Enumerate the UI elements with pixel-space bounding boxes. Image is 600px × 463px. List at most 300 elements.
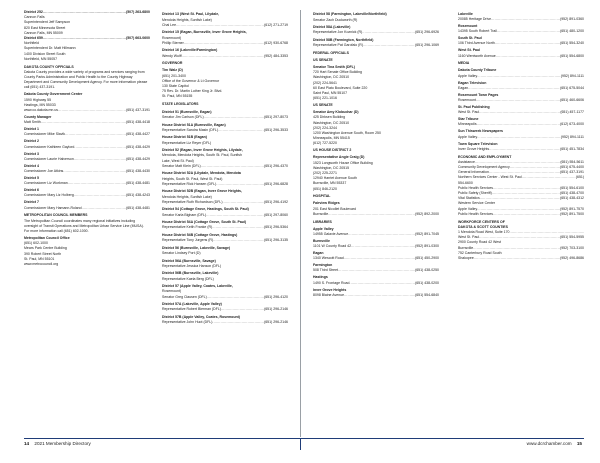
entry-phone: (651) 457-1177 — [560, 110, 584, 115]
dot-leader — [207, 295, 264, 300]
text-line: House District 54A (Cottage Grove, South St. Paul) — [162, 220, 247, 225]
subsection-heading: Dakota County Government Center — [24, 92, 83, 97]
dot-leader — [201, 164, 264, 169]
entry-name: Senator Karla Bigham (DFL) — [162, 212, 207, 217]
dot-leader — [348, 232, 415, 237]
directory-entry — [24, 36, 150, 41]
directory-entry — [162, 200, 288, 205]
dot-leader — [468, 86, 560, 91]
dot-leader — [216, 182, 264, 187]
entry-name: Commissioner Liz Workman — [24, 181, 68, 186]
directory-entry — [162, 128, 288, 133]
text-line: Washington, DC 20515 — [313, 165, 350, 170]
entry-phone: (651) 296-5364 — [264, 225, 288, 230]
dot-leader — [363, 43, 415, 48]
dot-leader — [338, 268, 415, 273]
directory-entry — [313, 43, 439, 48]
entry-phone: (651) 438-4427 — [126, 132, 150, 137]
text-line: District 57B (Apple Valley, Coates, Rosemount) — [162, 314, 240, 319]
directory-entry — [162, 164, 288, 169]
entry-phone: (651) 438-0250 — [415, 268, 439, 273]
dot-leader — [351, 244, 415, 249]
column-1 — [24, 10, 150, 267]
text-line: Cannon Falls, MN 55009 — [24, 30, 63, 35]
directory-entry — [162, 115, 288, 120]
dot-leader — [218, 128, 264, 133]
text-line: District 56A (Burnsville, Savage) — [162, 258, 216, 263]
entry-name: Representative Ruth Richardson (DFL) — [162, 199, 223, 204]
entry-name: 20085 Heritage Drive — [458, 17, 492, 21]
entry-name: Public Health Services — [458, 211, 494, 216]
entry-name: Shakopee — [458, 256, 474, 261]
dot-leader — [204, 115, 264, 120]
directory-entry — [458, 29, 584, 34]
subsection-heading: Tim Walz (D) — [162, 68, 183, 73]
entry-name: Commissioner Laurie Halverson — [24, 156, 74, 161]
entry-name: Minneapolis — [458, 122, 477, 127]
section-heading: MEDIA — [458, 61, 470, 66]
dot-leader — [43, 10, 126, 15]
entry-phone: (952) 484-3353 — [264, 53, 288, 58]
text-line: Hastings, MN 55033 — [24, 102, 56, 107]
dot-leader — [58, 108, 126, 113]
subsection-heading: Eagan Television — [458, 80, 487, 85]
subsection-heading: Metropolitan Council Office — [24, 236, 70, 241]
text-line: Lake, West St. Paul) — [162, 158, 194, 163]
text-line: Burnsville, MN 55337 — [313, 181, 347, 186]
dot-leader — [212, 225, 264, 230]
text-line: Representative Kaela Berg (DFL) — [162, 276, 214, 281]
directory-entry — [162, 238, 288, 243]
entry-phone: (952) 894-1111 — [560, 73, 584, 78]
directory-entry — [458, 17, 584, 22]
entry-name: 14395 South Robert Trail — [458, 29, 497, 34]
text-line: (651) 201-3400 — [162, 73, 186, 78]
text-line: 425 Dirksen Building — [313, 115, 346, 120]
subsection-heading: Apple Valley — [313, 226, 334, 231]
entry-name: Community Development Agency — [458, 165, 510, 170]
text-line: Superintendent Jeff Sampson — [24, 20, 71, 25]
text-line: 130 State Capitol — [162, 84, 189, 88]
entry-name: Northern Services Center - West St. Paul — [458, 175, 522, 180]
subsection-heading: US SENATE — [313, 57, 333, 62]
entry-name: 1490 S. Frontage Road — [313, 280, 350, 285]
dot-leader — [496, 54, 560, 59]
dot-leader — [491, 17, 560, 22]
directory-entry — [24, 169, 150, 174]
dot-leader — [477, 135, 561, 140]
text-line: District 57A (Lakeville, Apple Valley) — [162, 302, 222, 307]
subsection-heading: District 3 — [24, 151, 39, 156]
description-paragraph: Dakota County provides a wide variety of programs and services ranging from County Parks Administration and Public Health to the County Highway Department and Community Development Agency. For more information please call (651) 437-3191. — [24, 69, 148, 90]
directory-entry — [458, 256, 584, 261]
text-line: District 15 (Eagan, Burnsville, Inver Grove Heights, — [162, 30, 247, 35]
text-line: (651) 602-1000 — [24, 241, 48, 246]
directory-entry — [313, 232, 439, 237]
dot-leader — [184, 41, 264, 46]
entry-name: Representative Jon Koznick (R) — [313, 30, 363, 35]
text-line: House District 51B (Eagan) — [162, 135, 207, 140]
text-line: Washington, DC 20510 — [313, 75, 350, 80]
subsection-heading: Inver Grove Heights — [313, 287, 347, 292]
dot-leader — [522, 175, 576, 180]
text-line: 12940 Harriet Avenue South — [313, 176, 357, 181]
entry-name: Commissioner Mary Liz Holberg — [24, 193, 74, 198]
entry-name: Inver Grove Heights — [458, 146, 490, 151]
directory-entry — [458, 86, 584, 91]
subsection-heading: Rosemount Town Pages — [458, 92, 499, 97]
entry-name: Commissioner Mary Hamann-Roland — [24, 205, 82, 210]
dot-leader — [349, 281, 415, 286]
directory-entry — [313, 281, 439, 286]
entry-name: Apple Valley — [458, 206, 478, 211]
section-heading: DAKOTA & SCOTT COUNTIES — [458, 224, 508, 229]
entry-name: Wendy Wulff — [162, 53, 182, 58]
section-heading: WORKFORCE CENTERS OF — [458, 219, 505, 224]
entry-name: 1340 Wescott Road — [313, 256, 344, 261]
text-line: District 13 (West St. Paul, Lilydale, — [162, 12, 220, 17]
entry-name: Public Safety (Sheriff) — [458, 191, 492, 196]
subsection-heading: Burnsville — [313, 238, 330, 243]
text-line: District 54 (Cottage Grove, Hastings, South St. Paul) — [162, 207, 249, 212]
text-line: District 58A (Lakeville) — [313, 25, 351, 30]
entry-phone: (952) 891-7045 — [415, 231, 439, 236]
entry-name: Public Health Services — [458, 185, 494, 190]
directory-entry — [24, 157, 150, 162]
text-line: Mendota Heights, Sunfish Lake) — [162, 194, 212, 199]
dot-leader — [182, 54, 264, 59]
entry-name: 14955 Galaxie Avenue — [313, 231, 349, 236]
entry-phone: (651) 296-3533 — [264, 127, 288, 132]
entry-name: 106 Third Avenue North — [458, 41, 495, 46]
subsection-heading: Sun Thisweek Newspapers — [458, 129, 503, 134]
dot-leader — [223, 200, 265, 205]
dot-leader — [479, 110, 560, 115]
entry-name: Phillip Sterner — [162, 40, 184, 45]
entry-phone: (952) 892-2000 — [415, 211, 439, 216]
entry-phone: (651) 480-1200 — [560, 29, 584, 34]
subsection-heading: US SENATE — [313, 103, 333, 108]
directory-entry — [458, 110, 584, 115]
subsection-heading: District 7 — [24, 200, 39, 205]
entry-name: Representative John Huot (DFL) — [162, 320, 213, 325]
entry-phone: (651) 296-4120 — [264, 294, 288, 299]
dot-leader — [63, 169, 126, 174]
text-line: (202) 225-2271 — [313, 171, 337, 176]
entry-phone: (651) 297-8060 — [264, 212, 288, 217]
dot-leader — [68, 181, 126, 186]
text-line: 820 East Minnesota Street — [24, 25, 66, 30]
subsection-heading: District 6 — [24, 188, 39, 193]
entry-phone: (952) 891-0360 — [560, 17, 584, 21]
text-line: District 16 (Lakeville/Farmington) — [162, 48, 218, 53]
directory-entry — [458, 147, 584, 152]
description-paragraph: The Metropolitan Council coordinates many regional initiatives including oversight of Transit Operations and Metropolitan Urban Service Line (MUSA). For more information call (651) 602-1000. — [24, 218, 144, 234]
column-2 — [162, 10, 288, 325]
website-url[interactable]: www.dcrchamber.com — [526, 441, 572, 446]
entry-phone: (651) 460-6606 — [560, 98, 584, 103]
subsection-heading: Representative Angie Craig (D) — [313, 155, 365, 160]
entry-name: Apple Valley — [458, 73, 478, 78]
dot-leader — [74, 193, 126, 198]
text-line: Rosemount) — [162, 35, 182, 40]
text-line: (651) 846-2120 — [313, 186, 337, 191]
subsection-heading: District 5 — [24, 176, 39, 181]
directory-entry — [458, 175, 584, 180]
directory-entry — [162, 295, 288, 300]
entry-phone: (952) 891-0300 — [415, 244, 439, 249]
entry-phone: (651) 675-4400 — [560, 165, 584, 170]
entry-phone: (952) 891-7570 — [560, 206, 584, 211]
directory-entry — [313, 244, 439, 249]
text-line: 1523 Longworth House Office Building — [313, 160, 373, 165]
entry-name: Representative Pat Garofalo (R) — [313, 43, 363, 48]
entry-phone: (651) 296-2146 — [264, 307, 288, 312]
entry-phone: (612) 673-4000 — [560, 122, 584, 127]
entry-phone: (651) 554-3240 — [560, 41, 584, 46]
entry-phone: (651) 554-5955 — [560, 235, 584, 240]
entry-name: Representative Sandra Masin (DFL) — [162, 127, 219, 132]
entry-phone: (651) 554-6800 — [560, 53, 584, 58]
directory-entry — [24, 193, 150, 198]
entry-phone: (612) 930-6768 — [264, 40, 288, 45]
entry-phone: (651) 438-4429 — [126, 156, 150, 161]
entry-name: Senator Jim Carlson (DFL) — [162, 115, 204, 119]
directory-entry — [458, 74, 584, 79]
section-heading: DAKOTA COUNTY OFFICIALS — [24, 64, 74, 69]
entry-phone: (651) 438-4312 — [560, 196, 584, 201]
entry-phone: (651) 554-6840 — [415, 292, 439, 297]
entry-phone: (651) 438-4700 — [560, 191, 584, 196]
dot-leader — [476, 98, 560, 103]
text-line: 1200 Washington Avenue South, Room 250 — [313, 131, 381, 136]
entry-phone: (651) 296-6926 — [415, 30, 439, 35]
entry-name: General Information — [458, 170, 489, 175]
dot-leader — [344, 256, 415, 261]
entry-phone: (651) 451-7834 — [560, 146, 584, 151]
dot-leader — [82, 206, 126, 211]
text-line: Northfield, MN 55057 — [24, 56, 58, 61]
entry-phone: (612) 271-2719 — [264, 22, 288, 27]
text-line: Mears Park Centre Building — [24, 246, 67, 251]
directory-entry — [162, 320, 288, 325]
entry-name: Rosemount — [458, 98, 476, 103]
entry-phone: (952) 894-1111 — [560, 134, 584, 139]
dot-leader — [477, 74, 561, 79]
dot-leader — [477, 122, 560, 127]
text-line: Heights, South St. Paul, West St. Paul) — [162, 176, 223, 181]
section-heading: LIBRARIES — [313, 219, 332, 224]
dot-leader — [362, 30, 415, 35]
text-line: 554-6600 — [458, 180, 473, 185]
text-line: Mendota Heights, Sunfish Lake) — [162, 17, 212, 22]
entry-phone: (651) 296-2146 — [264, 320, 288, 325]
text-line: District 52 (Eagan, Inver Grove Heights, Lilydale, — [162, 148, 243, 153]
page-gutter — [300, 10, 301, 437]
entry-name: District 252 — [24, 10, 43, 14]
section-heading: METROPOLITAN COUNCIL MEMBERS — [24, 213, 88, 218]
entry-name: Senator Greg Clausen (DFL) — [162, 294, 207, 299]
subsection-heading: District 4 — [24, 163, 39, 168]
directory-entry — [458, 54, 584, 59]
subsection-heading: Senator Amy Klobuchar (D) — [313, 110, 359, 115]
directory-entry — [24, 120, 150, 125]
entry-phone: (651) 296-4192 — [264, 199, 288, 204]
entry-name: 8098 Blaine Avenue — [313, 292, 345, 297]
text-line: Senator Zach Duckworth (R) — [313, 17, 358, 22]
text-line: 752 Canterbury Road South — [458, 250, 502, 255]
dot-leader — [43, 36, 126, 41]
text-line: 1400 Division Street South — [24, 51, 66, 56]
subsection-heading: Star Tribune — [458, 117, 479, 122]
dot-leader — [344, 293, 415, 298]
entry-phone: (651) 296-4370 — [264, 163, 288, 168]
text-line: Cannon Falls — [24, 15, 45, 20]
directory-entry — [313, 268, 439, 273]
directory-entry — [162, 41, 288, 46]
entry-name: Burnsville — [458, 245, 474, 250]
dot-leader — [493, 212, 560, 217]
directory-entry — [24, 181, 150, 186]
entry-name: Representative Rick Hansen (DFL) — [162, 181, 217, 186]
text-line: Saint Paul, MN 55107 — [313, 91, 348, 95]
subsection-heading: Senator Tina Smith (DFL) — [313, 64, 355, 69]
entry-name: West St. Paul — [458, 110, 480, 115]
dot-leader — [213, 238, 264, 243]
text-line: 1590 Highway 55 — [24, 97, 52, 102]
entry-name: 1160 Wentworth Avenue — [458, 53, 496, 58]
text-line: Superintendent Dr. Matt Hillmann — [24, 46, 76, 51]
directory-entry — [458, 41, 584, 46]
entry-phone: (651) 438-4430 — [126, 169, 150, 174]
section-heading: FEDERAL OFFICIALS — [313, 50, 349, 55]
subsection-heading: District 2 — [24, 139, 39, 144]
entry-phone: (651) 296-1069 — [415, 43, 439, 48]
dot-leader — [221, 307, 264, 312]
text-line: Representative Jessica Hanson (DFL) — [162, 263, 222, 268]
text-line: District 56B (Burnsville, Lakeville) — [162, 271, 219, 276]
dot-leader — [474, 256, 560, 261]
directory-entry — [162, 54, 288, 59]
entry-name: 1 Mendota Road West, Suite 170 — [458, 230, 510, 235]
entry-phone: (952) 496-8686 — [560, 256, 584, 261]
dot-leader — [176, 23, 264, 28]
directory-entry — [24, 206, 150, 211]
right-page-number: 15 — [576, 441, 582, 446]
subsection-heading: US HOUSE DISTRICT 2 — [313, 148, 352, 153]
entry-phone: (651) 438-4481 — [126, 181, 150, 186]
entry-name: West St. Paul — [458, 235, 480, 240]
section-heading: ECONOMIC AND EMPLOYMENT — [458, 154, 512, 159]
text-line: District 51 (Burnsville, Eagan) — [162, 109, 212, 114]
footer-left — [24, 441, 91, 446]
subsection-heading: Dakota County Tribune — [458, 68, 497, 73]
text-line: 75 Rev. Dr. Martin Luther King Jr. Blvd. — [162, 89, 223, 94]
entry-phone: (651) — [575, 175, 584, 180]
entry-name: Burnsville — [313, 211, 329, 216]
entry-name: District 659 — [24, 36, 43, 41]
entry-name: Senator Matt Klein (DFL) — [162, 163, 201, 168]
directory-entry — [458, 98, 584, 103]
text-line: District 58 (Farmington, Lakeville/Northfield) — [313, 12, 387, 17]
entry-name: www.co.dakota.mn.us — [24, 108, 59, 113]
text-line: (202) 224-5641 — [313, 80, 337, 85]
text-line: Washington, DC 20510 — [313, 120, 350, 125]
entry-name: Representative Robert Bierman (DFL) — [162, 307, 221, 312]
subsection-heading: St. Paul Publishing — [458, 105, 490, 110]
entry-name: Chai Lee — [162, 22, 177, 27]
entry-phone: (507) 663-0600 — [126, 36, 150, 41]
dot-leader — [74, 145, 126, 150]
entry-name: Representative Keith Franke (R) — [162, 225, 213, 230]
subsection-heading: District 1 — [24, 127, 39, 132]
directory-entry — [162, 225, 288, 230]
directory-entry — [24, 145, 150, 150]
directory-entry — [313, 293, 439, 298]
subsection-heading: Hastings — [313, 275, 328, 280]
directory-entry — [24, 108, 150, 113]
entry-phone: (651) 554-5611 — [560, 159, 584, 164]
dot-leader — [489, 147, 560, 152]
subsection-heading: Town Square Television — [458, 141, 498, 146]
dot-leader — [206, 213, 264, 218]
section-heading: HOSPITAL — [313, 194, 331, 199]
text-line: District 58B (Farmington, Northfield) — [313, 37, 374, 42]
subsection-heading: South St. Paul — [458, 36, 482, 41]
text-line: www.metrocouncil.org — [24, 262, 59, 267]
text-line: 60 East Plato Boulevard, Suite 220 — [313, 85, 368, 90]
text-line: House District 51A (Burnsville, Eagan) — [162, 122, 226, 127]
directory-entry — [162, 213, 288, 218]
text-line: (202) 224-3244 — [313, 125, 337, 130]
text-line: Senator Lindsey Port (D) — [162, 250, 201, 255]
entry-phone: (952) 703-3100 — [560, 245, 584, 250]
entry-phone: (651) 297-8073 — [264, 115, 288, 119]
entry-phone: (952) 891-7500 — [560, 211, 584, 216]
subsection-heading: Fairview Ridges — [313, 201, 340, 206]
entry-phone: (651) 437-3191 — [560, 170, 584, 175]
directory-entry — [162, 307, 288, 312]
entry-name: Commissioner Kathleen Gaylord — [24, 144, 75, 149]
text-line: Minneapolis, MN 55415 — [313, 136, 350, 141]
dot-leader — [74, 157, 126, 162]
subsection-heading: County Manager — [24, 115, 52, 120]
entry-name: Representative Tony Jurgens (R) — [162, 238, 214, 243]
entry-name: 1101 W County Road 42 — [313, 244, 352, 249]
entry-phone: (651) 438-0200 — [415, 280, 439, 285]
text-line: Northfield — [24, 41, 39, 46]
entry-phone: (651) 450-2900 — [415, 256, 439, 261]
entry-phone: (651) 438-4481 — [126, 205, 150, 210]
text-line: Western Service Center — [458, 201, 496, 206]
text-line: 2900 County Road 42 West — [458, 240, 501, 245]
directory-entry — [313, 256, 439, 261]
text-line: St. Paul, MN 55101 — [24, 256, 55, 261]
entry-phone: (651) 438-4243 — [126, 193, 150, 198]
entry-phone: (651) 438-4429 — [126, 144, 150, 149]
subsection-heading: Eagan — [313, 251, 324, 256]
text-line: House District 54B (Cottage Grove, Hastings) — [162, 232, 238, 237]
entry-phone: (651) 438-4418 — [126, 120, 150, 125]
entry-phone: (651) 296-6828 — [264, 181, 288, 186]
text-line: 720 Hart Senate Office Building — [313, 70, 362, 75]
footer-gutter — [300, 438, 301, 450]
directory-entry — [458, 122, 584, 127]
column-3 — [313, 10, 439, 298]
text-line: (651) 221-1016 — [313, 96, 337, 101]
directory-entry — [313, 30, 439, 35]
subsection-heading: Lakeville — [458, 11, 473, 16]
